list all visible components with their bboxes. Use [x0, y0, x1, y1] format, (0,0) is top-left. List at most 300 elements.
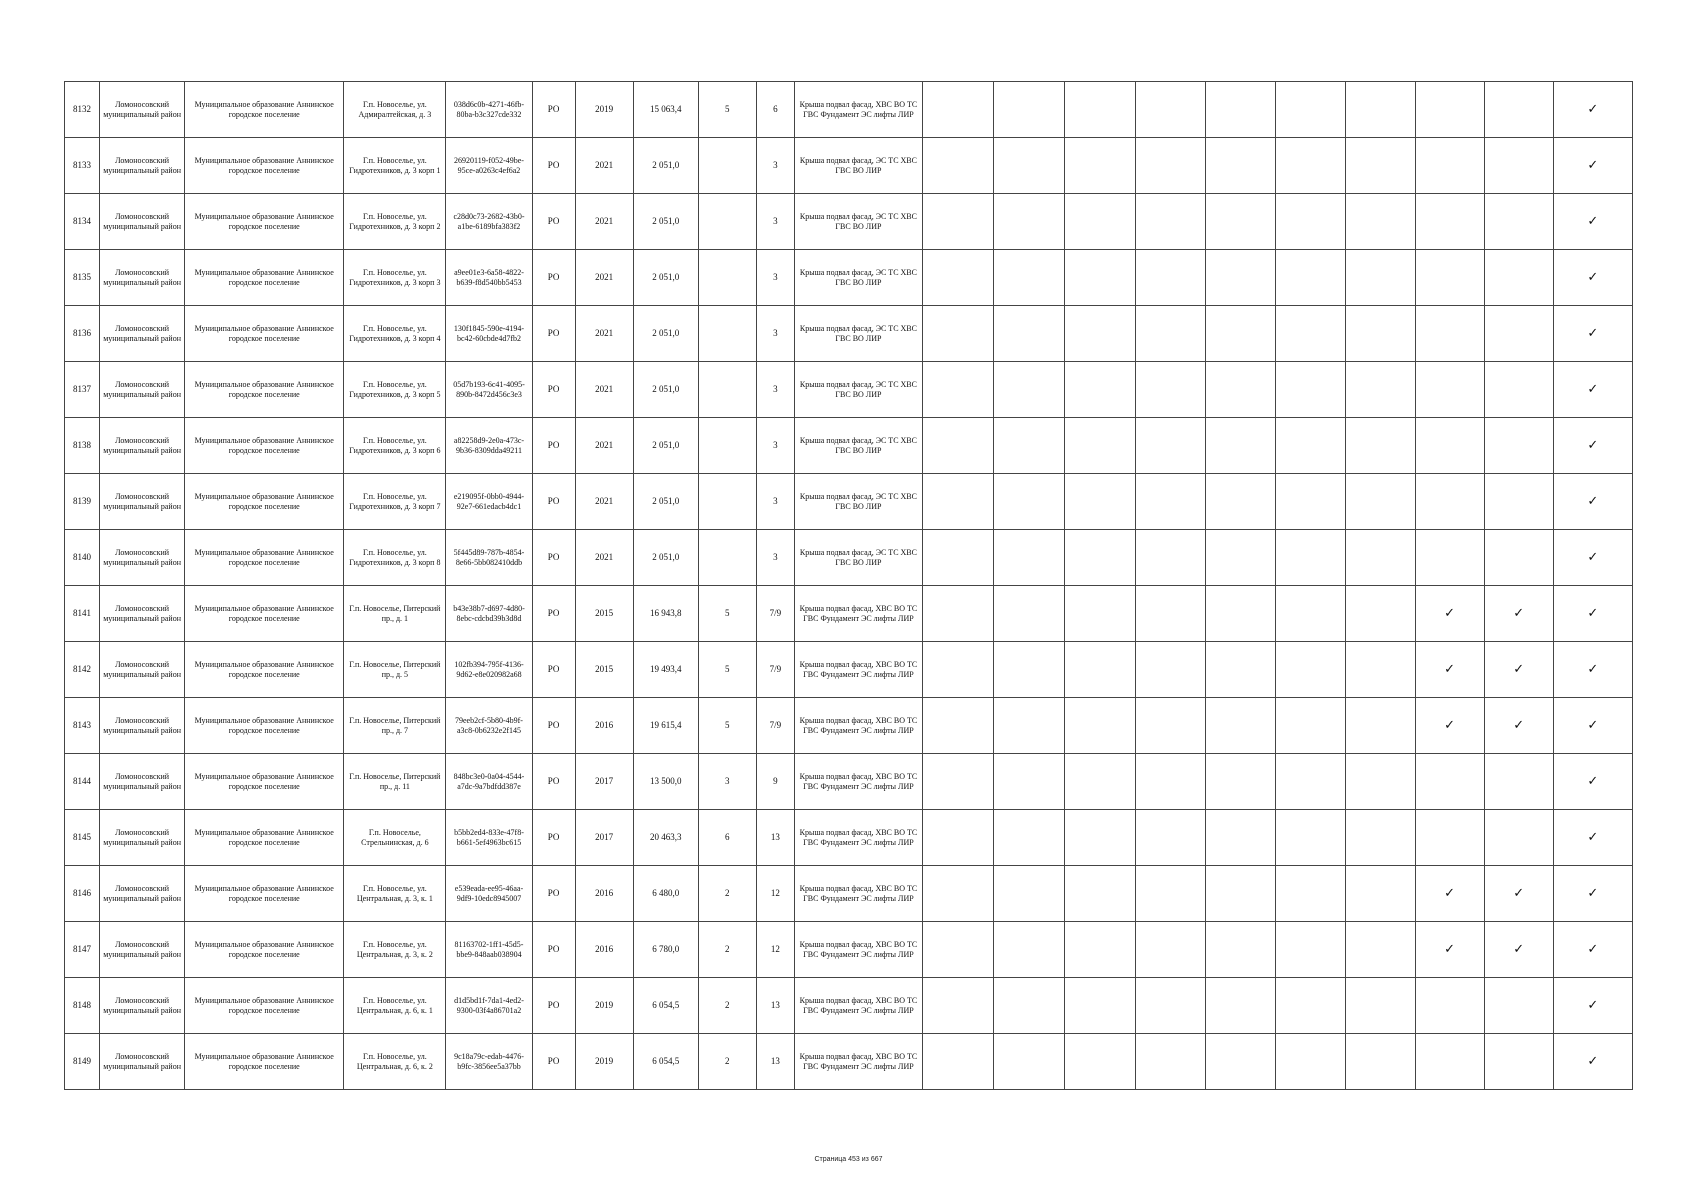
year-cell: 2019 [575, 978, 633, 1034]
municipality-cell: Муниципальное образование Аннинское городское поселение [185, 250, 344, 306]
empty-cell [923, 810, 994, 866]
empty-cell [1136, 138, 1206, 194]
empty-cell [1206, 586, 1276, 642]
empty-cell [1346, 1034, 1415, 1090]
owner-cell: РО [532, 866, 575, 922]
district-cell: Ломоносовский муниципальный район [100, 250, 185, 306]
empty-cell [1346, 362, 1415, 418]
owner-cell: РО [532, 362, 575, 418]
year-cell: 2019 [575, 82, 633, 138]
checkmark-icon: ✓ [1553, 1034, 1632, 1090]
empty-cell [1206, 194, 1276, 250]
address-cell: Г.п. Новоселье, Питерский пр., д. 5 [344, 642, 446, 698]
district-cell: Ломоносовский муниципальный район [100, 82, 185, 138]
address-cell: Г.п. Новоселье, ул. Центральная, д. 3, к. 2 [344, 922, 446, 978]
empty-cell [1206, 474, 1276, 530]
row-number: 8134 [65, 194, 100, 250]
empty-cell [1065, 82, 1136, 138]
municipality-cell: Муниципальное образование Аннинское городское поселение [185, 418, 344, 474]
empty-cell [923, 362, 994, 418]
empty-cell [1276, 250, 1346, 306]
checkmark-icon: ✓ [1415, 922, 1484, 978]
empty-cell [1136, 810, 1206, 866]
page-footer: Страница 453 из 667 [814, 1156, 883, 1163]
empty-cell [1065, 866, 1136, 922]
owner-cell: РО [532, 642, 575, 698]
year-cell: 2021 [575, 362, 633, 418]
area-cell: 2 051,0 [633, 474, 698, 530]
area-cell: 20 463,3 [633, 810, 698, 866]
guid-cell: 26920119-f052-49be-95ce-a0263c4ef6a2 [446, 138, 532, 194]
checkmark-icon [1484, 810, 1553, 866]
row-number: 8133 [65, 138, 100, 194]
year-cell: 2016 [575, 922, 633, 978]
count-b-cell: 7/9 [756, 642, 794, 698]
empty-cell [1065, 362, 1136, 418]
owner-cell: РО [532, 1034, 575, 1090]
empty-cell [1276, 586, 1346, 642]
empty-cell [1206, 978, 1276, 1034]
empty-cell [1136, 530, 1206, 586]
owner-cell: РО [532, 306, 575, 362]
owner-cell: РО [532, 922, 575, 978]
area-cell: 13 500,0 [633, 754, 698, 810]
guid-cell: d1d5bd1f-7da1-4ed2-9300-03f4a86701a2 [446, 978, 532, 1034]
district-cell: Ломоносовский муниципальный район [100, 194, 185, 250]
checkmark-icon: ✓ [1484, 698, 1553, 754]
year-cell: 2017 [575, 810, 633, 866]
empty-cell [994, 418, 1065, 474]
empty-cell [1346, 698, 1415, 754]
count-b-cell: 3 [756, 194, 794, 250]
owner-cell: РО [532, 586, 575, 642]
empty-cell [1136, 1034, 1206, 1090]
empty-cell [1346, 586, 1415, 642]
municipality-cell: Муниципальное образование Аннинское городское поселение [185, 922, 344, 978]
district-cell: Ломоносовский муниципальный район [100, 810, 185, 866]
count-b-cell: 7/9 [756, 698, 794, 754]
count-a-cell [698, 138, 756, 194]
checkmark-icon [1484, 754, 1553, 810]
empty-cell [1065, 810, 1136, 866]
checkmark-icon: ✓ [1415, 866, 1484, 922]
address-cell: Г.п. Новоселье, ул. Адмиралтейская, д. 3 [344, 82, 446, 138]
empty-cell [1206, 866, 1276, 922]
count-a-cell [698, 418, 756, 474]
empty-cell [994, 978, 1065, 1034]
guid-cell: e539eada-ee95-46aa-9df9-10edc8945007 [446, 866, 532, 922]
empty-cell [1065, 922, 1136, 978]
municipality-cell: Муниципальное образование Аннинское городское поселение [185, 474, 344, 530]
table-row [65, 586, 1633, 642]
count-b-cell: 13 [756, 1034, 794, 1090]
empty-cell [1346, 474, 1415, 530]
checkmark-icon [1484, 474, 1553, 530]
district-cell: Ломоносовский муниципальный район [100, 1034, 185, 1090]
address-cell: Г.п. Новоселье, ул. Центральная, д. 6, к. 1 [344, 978, 446, 1034]
empty-cell [1136, 194, 1206, 250]
empty-cell [1065, 474, 1136, 530]
address-cell: Г.п. Новоселье, Питерский пр., д. 11 [344, 754, 446, 810]
checkmark-icon: ✓ [1553, 922, 1632, 978]
empty-cell [994, 754, 1065, 810]
empty-cell [994, 194, 1065, 250]
row-number: 8149 [65, 1034, 100, 1090]
empty-cell [1065, 698, 1136, 754]
municipality-cell: Муниципальное образование Аннинское городское поселение [185, 1034, 344, 1090]
empty-cell [1276, 362, 1346, 418]
row-number: 8132 [65, 82, 100, 138]
owner-cell: РО [532, 250, 575, 306]
address-cell: Г.п. Новоселье, ул. Гидротехников, д. 3 корп 3 [344, 250, 446, 306]
owner-cell: РО [532, 754, 575, 810]
empty-cell [1346, 810, 1415, 866]
guid-cell: b5bb2ed4-833e-47f8-b661-5ef4963bc615 [446, 810, 532, 866]
empty-cell [1346, 418, 1415, 474]
checkmark-icon: ✓ [1415, 698, 1484, 754]
owner-cell: РО [532, 418, 575, 474]
empty-cell [1206, 418, 1276, 474]
row-number: 8146 [65, 866, 100, 922]
empty-cell [1276, 810, 1346, 866]
empty-cell [1276, 194, 1346, 250]
year-cell: 2019 [575, 1034, 633, 1090]
empty-cell [1276, 530, 1346, 586]
owner-cell: РО [532, 978, 575, 1034]
empty-cell [1206, 922, 1276, 978]
count-a-cell [698, 306, 756, 362]
table-row [65, 362, 1633, 418]
row-number: 8145 [65, 810, 100, 866]
year-cell: 2021 [575, 418, 633, 474]
empty-cell [1065, 978, 1136, 1034]
guid-cell: e219095f-0bb0-4944-92e7-661edacb4dc1 [446, 474, 532, 530]
count-b-cell: 13 [756, 978, 794, 1034]
row-number: 8143 [65, 698, 100, 754]
empty-cell [1065, 250, 1136, 306]
count-a-cell [698, 362, 756, 418]
works-cell: Крыша подвал фасад, ЭС ТС ХВС ГВС ВО ЛИР [794, 362, 922, 418]
area-cell: 2 051,0 [633, 530, 698, 586]
address-cell: Г.п. Новоселье, ул. Гидротехников, д. 3 корп 8 [344, 530, 446, 586]
empty-cell [994, 530, 1065, 586]
table-row [65, 810, 1633, 866]
empty-cell [1346, 530, 1415, 586]
table-row [65, 530, 1633, 586]
municipality-cell: Муниципальное образование Аннинское городское поселение [185, 82, 344, 138]
checkmark-icon: ✓ [1553, 138, 1632, 194]
guid-cell: a9ee01e3-6a58-4822-b639-f8d540bb5453 [446, 250, 532, 306]
checkmark-icon: ✓ [1415, 642, 1484, 698]
empty-cell [923, 250, 994, 306]
municipality-cell: Муниципальное образование Аннинское городское поселение [185, 754, 344, 810]
empty-cell [1136, 586, 1206, 642]
year-cell: 2021 [575, 194, 633, 250]
empty-cell [923, 530, 994, 586]
empty-cell [994, 810, 1065, 866]
checkmark-icon: ✓ [1484, 866, 1553, 922]
guid-cell: 102fb394-795f-4136-9d62-e8e020982a68 [446, 642, 532, 698]
year-cell: 2017 [575, 754, 633, 810]
district-cell: Ломоносовский муниципальный район [100, 698, 185, 754]
guid-cell: 5f445d89-787b-4854-8e66-5bb082410ddb [446, 530, 532, 586]
table-row [65, 138, 1633, 194]
empty-cell [994, 82, 1065, 138]
address-cell: Г.п. Новоселье, ул. Гидротехников, д. 3 корп 6 [344, 418, 446, 474]
empty-cell [1276, 642, 1346, 698]
empty-cell [1065, 754, 1136, 810]
empty-cell [1276, 474, 1346, 530]
checkmark-icon: ✓ [1484, 642, 1553, 698]
table-row [65, 922, 1633, 978]
empty-cell [994, 250, 1065, 306]
empty-cell [1065, 138, 1136, 194]
works-cell: Крыша подвал фасад, ХВС ВО ТС ГВС Фундамент ЭС лифты ЛИР [794, 978, 922, 1034]
empty-cell [1346, 978, 1415, 1034]
count-a-cell: 2 [698, 978, 756, 1034]
municipality-cell: Муниципальное образование Аннинское городское поселение [185, 866, 344, 922]
works-cell: Крыша подвал фасад, ЭС ТС ХВС ГВС ВО ЛИР [794, 250, 922, 306]
works-cell: Крыша подвал фасад, ЭС ТС ХВС ГВС ВО ЛИР [794, 530, 922, 586]
empty-cell [1065, 194, 1136, 250]
checkmark-icon [1484, 250, 1553, 306]
empty-cell [1276, 698, 1346, 754]
checkmark-icon [1415, 306, 1484, 362]
empty-cell [994, 642, 1065, 698]
count-b-cell: 3 [756, 362, 794, 418]
empty-cell [923, 754, 994, 810]
checkmark-icon: ✓ [1553, 586, 1632, 642]
empty-cell [923, 698, 994, 754]
row-number: 8138 [65, 418, 100, 474]
checkmark-icon: ✓ [1553, 698, 1632, 754]
empty-cell [1346, 754, 1415, 810]
guid-cell: a82258d9-2e0a-473c-9b36-8309dda49211 [446, 418, 532, 474]
checkmark-icon: ✓ [1415, 586, 1484, 642]
guid-cell: c28d0c73-2682-43b0-a1be-6189bfa383f2 [446, 194, 532, 250]
empty-cell [923, 1034, 994, 1090]
empty-cell [1276, 1034, 1346, 1090]
checkmark-icon: ✓ [1553, 306, 1632, 362]
empty-cell [1346, 922, 1415, 978]
works-cell: Крыша подвал фасад, ХВС ВО ТС ГВС Фундамент ЭС лифты ЛИР [794, 698, 922, 754]
works-cell: Крыша подвал фасад, ХВС ВО ТС ГВС Фундамент ЭС лифты ЛИР [794, 586, 922, 642]
empty-cell [1346, 138, 1415, 194]
empty-cell [1136, 978, 1206, 1034]
checkmark-icon [1415, 250, 1484, 306]
checkmark-icon: ✓ [1553, 82, 1632, 138]
year-cell: 2016 [575, 866, 633, 922]
municipality-cell: Муниципальное образование Аннинское городское поселение [185, 642, 344, 698]
checkmark-icon [1415, 362, 1484, 418]
area-cell: 2 051,0 [633, 362, 698, 418]
area-cell: 6 054,5 [633, 1034, 698, 1090]
area-cell: 6 780,0 [633, 922, 698, 978]
year-cell: 2016 [575, 698, 633, 754]
guid-cell: 038d6c0b-4271-46fb-80ba-b3c327cde332 [446, 82, 532, 138]
count-b-cell: 12 [756, 922, 794, 978]
works-cell: Крыша подвал фасад, ЭС ТС ХВС ГВС ВО ЛИР [794, 418, 922, 474]
count-a-cell [698, 194, 756, 250]
empty-cell [994, 138, 1065, 194]
owner-cell: РО [532, 82, 575, 138]
row-number: 8144 [65, 754, 100, 810]
empty-cell [923, 642, 994, 698]
row-number: 8142 [65, 642, 100, 698]
count-b-cell: 3 [756, 306, 794, 362]
count-b-cell: 3 [756, 474, 794, 530]
checkmark-icon [1484, 82, 1553, 138]
empty-cell [1136, 362, 1206, 418]
empty-cell [1346, 642, 1415, 698]
checkmark-icon: ✓ [1553, 418, 1632, 474]
empty-cell [1206, 362, 1276, 418]
empty-cell [994, 586, 1065, 642]
works-cell: Крыша подвал фасад, ЭС ТС ХВС ГВС ВО ЛИР [794, 194, 922, 250]
checkmark-icon: ✓ [1553, 866, 1632, 922]
empty-cell [923, 586, 994, 642]
year-cell: 2021 [575, 474, 633, 530]
count-a-cell: 5 [698, 586, 756, 642]
count-a-cell [698, 250, 756, 306]
table-row [65, 194, 1633, 250]
empty-cell [1136, 418, 1206, 474]
address-cell: Г.п. Новоселье, ул. Гидротехников, д. 3 корп 5 [344, 362, 446, 418]
checkmark-icon [1415, 810, 1484, 866]
address-cell: Г.п. Новоселье, ул. Гидротехников, д. 3 корп 7 [344, 474, 446, 530]
checkmark-icon: ✓ [1553, 362, 1632, 418]
count-a-cell: 2 [698, 1034, 756, 1090]
municipality-cell: Муниципальное образование Аннинское городское поселение [185, 306, 344, 362]
empty-cell [1206, 250, 1276, 306]
municipality-cell: Муниципальное образование Аннинское городское поселение [185, 362, 344, 418]
empty-cell [1206, 642, 1276, 698]
address-cell: Г.п. Новоселье, ул. Гидротехников, д. 3 корп 1 [344, 138, 446, 194]
checkmark-icon [1415, 754, 1484, 810]
empty-cell [1346, 306, 1415, 362]
empty-cell [1206, 306, 1276, 362]
empty-cell [1206, 138, 1276, 194]
count-b-cell: 3 [756, 138, 794, 194]
district-cell: Ломоносовский муниципальный район [100, 362, 185, 418]
municipality-cell: Муниципальное образование Аннинское городское поселение [185, 194, 344, 250]
area-cell: 6 054,5 [633, 978, 698, 1034]
address-cell: Г.п. Новоселье, Питерский пр., д. 7 [344, 698, 446, 754]
empty-cell [923, 82, 994, 138]
checkmark-icon: ✓ [1553, 474, 1632, 530]
district-cell: Ломоносовский муниципальный район [100, 922, 185, 978]
district-cell: Ломоносовский муниципальный район [100, 138, 185, 194]
empty-cell [1346, 82, 1415, 138]
count-a-cell: 2 [698, 922, 756, 978]
empty-cell [994, 922, 1065, 978]
empty-cell [1276, 866, 1346, 922]
count-a-cell [698, 474, 756, 530]
guid-cell: 81163702-1ff1-45d5-bbe9-848aab038904 [446, 922, 532, 978]
empty-cell [923, 922, 994, 978]
checkmark-icon [1415, 530, 1484, 586]
owner-cell: РО [532, 810, 575, 866]
checkmark-icon [1484, 1034, 1553, 1090]
area-cell: 16 943,8 [633, 586, 698, 642]
district-cell: Ломоносовский муниципальный район [100, 474, 185, 530]
district-cell: Ломоносовский муниципальный район [100, 978, 185, 1034]
empty-cell [1276, 138, 1346, 194]
count-b-cell: 3 [756, 250, 794, 306]
checkmark-icon [1415, 418, 1484, 474]
area-cell: 6 480,0 [633, 866, 698, 922]
empty-cell [1206, 82, 1276, 138]
empty-cell [923, 866, 994, 922]
checkmark-icon: ✓ [1553, 754, 1632, 810]
empty-cell [1136, 306, 1206, 362]
empty-cell [1065, 306, 1136, 362]
works-cell: Крыша подвал фасад, ХВС ВО ТС ГВС Фундамент ЭС лифты ЛИР [794, 1034, 922, 1090]
guid-cell: 05d7b193-6c41-4095-890b-8472d456c3e3 [446, 362, 532, 418]
owner-cell: РО [532, 474, 575, 530]
district-cell: Ломоносовский муниципальный район [100, 306, 185, 362]
empty-cell [923, 978, 994, 1034]
area-cell: 2 051,0 [633, 138, 698, 194]
district-cell: Ломоносовский муниципальный район [100, 642, 185, 698]
checkmark-icon [1415, 138, 1484, 194]
checkmark-icon [1415, 1034, 1484, 1090]
owner-cell: РО [532, 138, 575, 194]
address-cell: Г.п. Новоселье, ул. Центральная, д. 6, к. 2 [344, 1034, 446, 1090]
table-row [65, 698, 1633, 754]
checkmark-icon [1415, 194, 1484, 250]
empty-cell [1136, 754, 1206, 810]
area-cell: 19 493,4 [633, 642, 698, 698]
works-cell: Крыша подвал фасад, ЭС ТС ХВС ГВС ВО ЛИР [794, 306, 922, 362]
address-cell: Г.п. Новоселье, ул. Центральная, д. 3, к. 1 [344, 866, 446, 922]
empty-cell [1276, 82, 1346, 138]
works-cell: Крыша подвал фасад, ЭС ТС ХВС ГВС ВО ЛИР [794, 138, 922, 194]
guid-cell: 9c18a79c-edab-4476-b9fc-3856ee5a37bb [446, 1034, 532, 1090]
count-b-cell: 13 [756, 810, 794, 866]
guid-cell: b43e38b7-d697-4d80-8ebc-cdcbd39b3d8d [446, 586, 532, 642]
row-number: 8141 [65, 586, 100, 642]
empty-cell [923, 194, 994, 250]
address-cell: Г.п. Новоселье, Стрельнинская, д. 6 [344, 810, 446, 866]
empty-cell [1206, 698, 1276, 754]
empty-cell [994, 866, 1065, 922]
count-b-cell: 7/9 [756, 586, 794, 642]
district-cell: Ломоносовский муниципальный район [100, 530, 185, 586]
checkmark-icon: ✓ [1484, 586, 1553, 642]
row-number: 8136 [65, 306, 100, 362]
municipality-cell: Муниципальное образование Аннинское городское поселение [185, 530, 344, 586]
empty-cell [1136, 922, 1206, 978]
count-a-cell: 3 [698, 754, 756, 810]
checkmark-icon: ✓ [1553, 810, 1632, 866]
address-cell: Г.п. Новоселье, ул. Гидротехников, д. 3 корп 4 [344, 306, 446, 362]
checkmark-icon: ✓ [1553, 194, 1632, 250]
empty-cell [1206, 810, 1276, 866]
checkmark-icon [1484, 138, 1553, 194]
year-cell: 2021 [575, 530, 633, 586]
empty-cell [923, 138, 994, 194]
table-row [65, 866, 1633, 922]
empty-cell [923, 474, 994, 530]
area-cell: 15 063,4 [633, 82, 698, 138]
works-cell: Крыша подвал фасад, ХВС ВО ТС ГВС Фундамент ЭС лифты ЛИР [794, 866, 922, 922]
empty-cell [1065, 586, 1136, 642]
count-a-cell: 2 [698, 866, 756, 922]
guid-cell: 130f1845-590e-4194-bc42-60cbde4d7fb2 [446, 306, 532, 362]
table-row [65, 978, 1633, 1034]
empty-cell [1065, 418, 1136, 474]
